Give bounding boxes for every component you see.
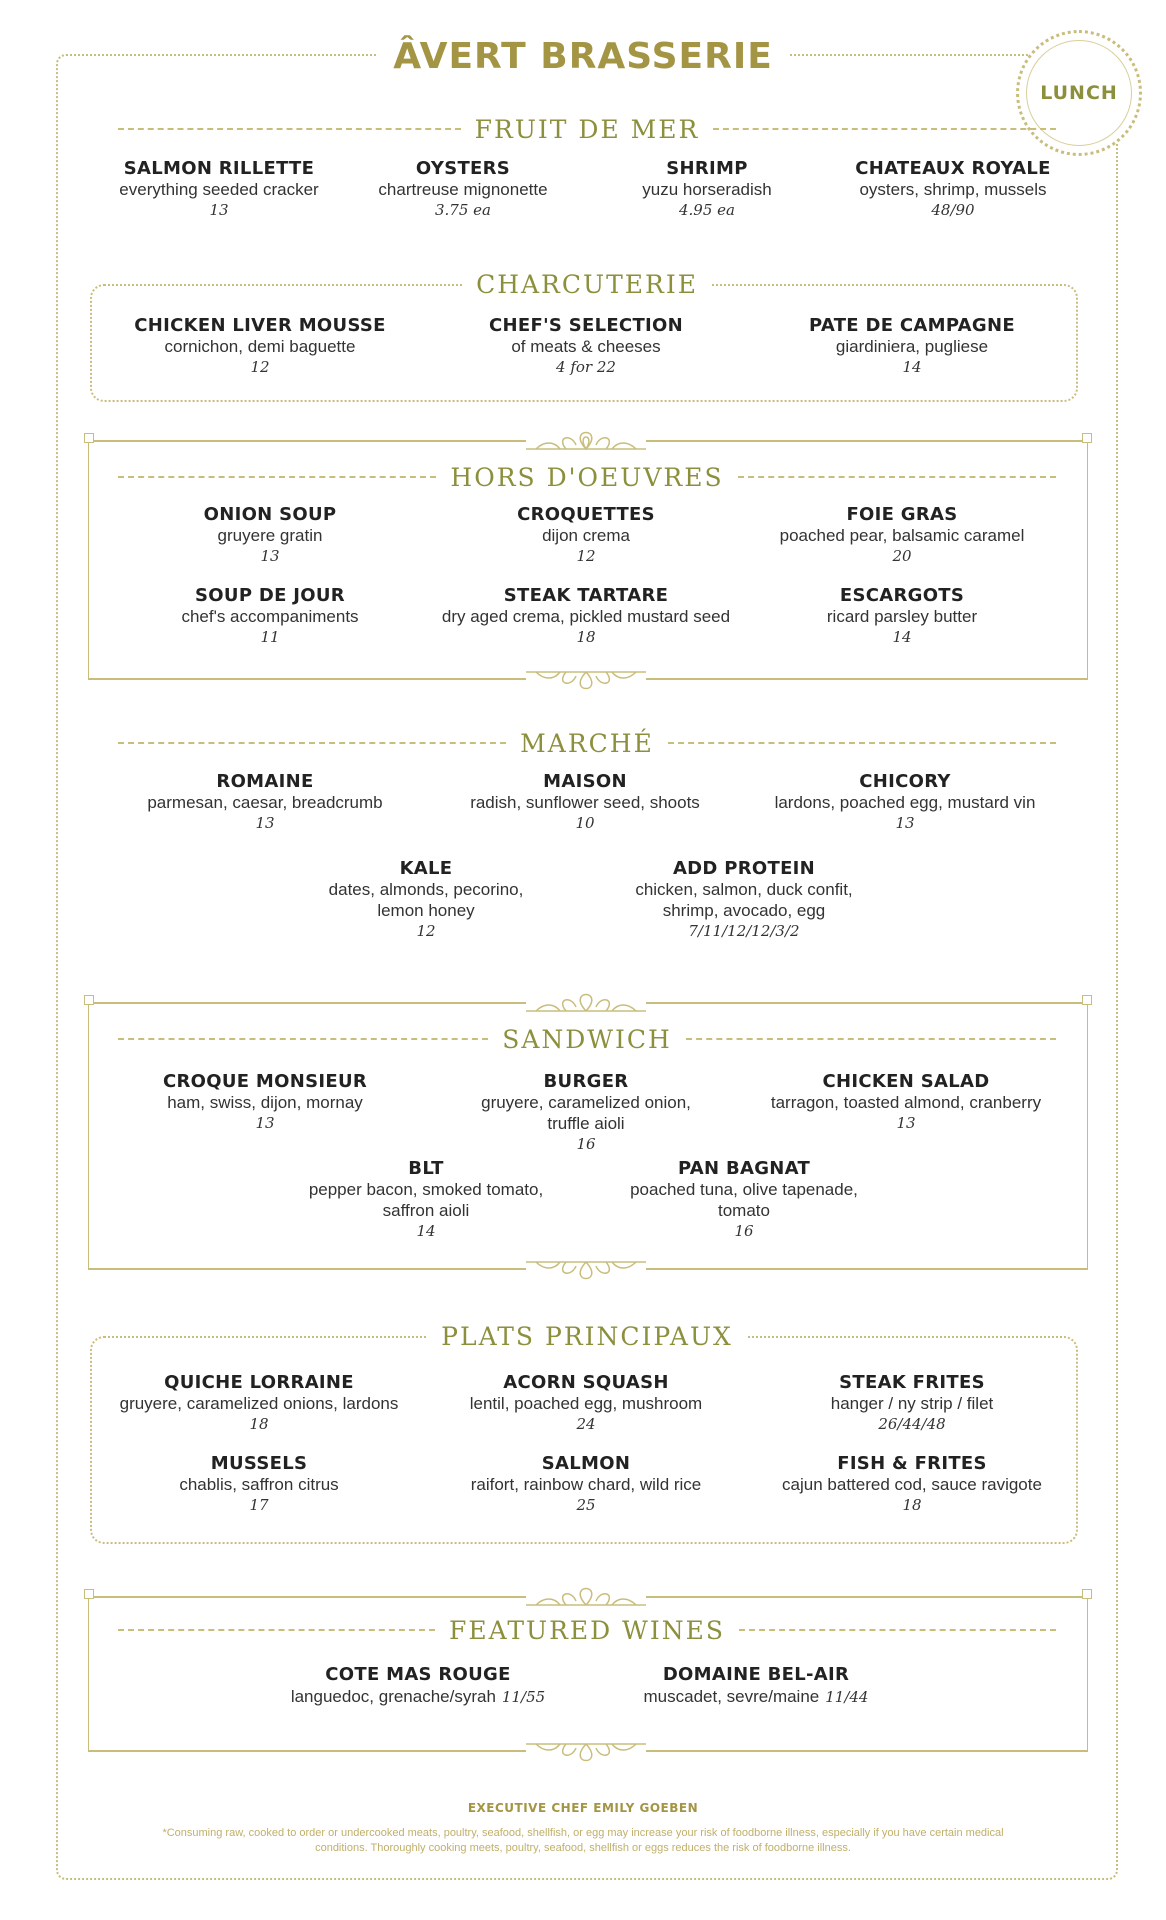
wine-domaine-bel-air (586, 1664, 926, 1707)
item-name: FOIE GRAS (846, 504, 958, 525)
item-price: 24 (576, 1415, 596, 1433)
menu-item-fish-frites (742, 1453, 1082, 1516)
ornament-icon (526, 1579, 646, 1607)
item-name: MUSSELS (210, 1453, 308, 1474)
menu-item-pate-de-campagne (762, 315, 1062, 378)
menu-item-croque-monsieur (115, 1071, 415, 1134)
item-desc: gruyere, caramelized onions, lardons (119, 1394, 399, 1413)
section-title-hors-doeuvres: HORS D'OEUVRES (450, 462, 724, 492)
item-desc: pepper bacon, smoked tomato, (308, 1180, 544, 1199)
item-desc: radish, sunflower seed, shoots (470, 793, 700, 812)
ornament-icon (526, 670, 646, 698)
section-title-marche: MARCHÉ (520, 728, 654, 758)
ornament-icon (526, 1742, 646, 1770)
wine-price: 11/44 (825, 1688, 869, 1706)
item-name: PATE DE CAMPAGNE (809, 315, 1015, 336)
item-name: STEAK TARTARE (503, 585, 669, 606)
item-desc: raifort, rainbow chard, wild rice (470, 1475, 702, 1494)
item-desc: lardons, poached egg, mustard vin (774, 793, 1036, 812)
item-desc: chablis, saffron citrus (179, 1475, 339, 1494)
menu-item-chicken-liver-mousse (110, 315, 410, 378)
item-desc: parmesan, caesar, breadcrumb (147, 793, 383, 812)
item-price: 14 (416, 1222, 436, 1240)
menu-item-pan-bagnat (594, 1158, 894, 1242)
item-desc: chicken, salmon, duck confit, (635, 880, 853, 899)
menu-item-quiche-lorraine (89, 1372, 429, 1435)
item-price: 18 (249, 1415, 269, 1433)
menu-item-chefs-selection (436, 315, 736, 378)
menu-item-blt (276, 1158, 576, 1242)
item-desc: cajun battered cod, sauce ravigote (782, 1475, 1042, 1494)
item-name: SALMON RILLETTE (123, 158, 315, 179)
menu-item-maison (435, 771, 735, 834)
item-desc: tarragon, toasted almond, cranberry (770, 1093, 1042, 1112)
menu-item-chicken-salad (741, 1071, 1071, 1134)
item-name: STEAK FRITES (839, 1372, 985, 1393)
item-name: ESCARGOTS (839, 585, 965, 606)
item-name: KALE (399, 858, 453, 879)
item-name: PAN BAGNAT (677, 1158, 811, 1179)
item-desc: hanger / ny strip / filet (830, 1394, 994, 1413)
menu-item-escargots (752, 585, 1052, 648)
item-desc: everything seeded cracker (119, 180, 319, 199)
executive-chef: EXECUTIVE CHEF EMILY GOEBEN (467, 1801, 699, 1815)
lunch-badge: LUNCH (1016, 30, 1142, 156)
item-desc-line2: shrimp, avocado, egg (662, 901, 826, 920)
section-title-sandwich: SANDWICH (502, 1024, 672, 1054)
item-desc: poached pear, balsamic caramel (779, 526, 1025, 545)
item-name: ROMAINE (216, 771, 314, 792)
item-name: ADD PROTEIN (672, 858, 816, 879)
section-title-plats: PLATS PRINCIPAUX (427, 1322, 747, 1351)
item-desc: ricard parsley butter (826, 607, 978, 626)
item-price: 7/11/12/12/3/2 (688, 922, 800, 940)
section-header-marche (118, 728, 1056, 758)
item-desc: dijon crema (542, 526, 630, 545)
wine-desc: muscadet, sevre/maine (643, 1687, 820, 1706)
item-name: CHATEAUX ROYALE (855, 158, 1051, 179)
item-price: 13 (255, 814, 275, 832)
ornament-icon (526, 1260, 646, 1288)
item-price: 11 (260, 628, 280, 646)
ornament-icon (526, 985, 646, 1013)
menu-item-chicory (740, 771, 1070, 834)
wine-name: COTE MAS ROUGE (325, 1664, 511, 1685)
menu-item-kale (276, 858, 576, 942)
item-price: 25 (576, 1496, 596, 1514)
item-name: SOUP DE JOUR (195, 585, 345, 606)
menu-item-steak-tartare (416, 585, 756, 648)
item-price: 14 (892, 628, 912, 646)
item-desc: dry aged crema, pickled mustard seed (441, 607, 731, 626)
item-name: ACORN SQUASH (503, 1372, 669, 1393)
item-name: OYSTERS (415, 158, 511, 179)
wine-desc: languedoc, grenache/syrah (290, 1687, 496, 1706)
item-desc-line2: tomato (718, 1201, 770, 1220)
section-title-charcuterie: CHARCUTERIE (462, 270, 712, 299)
item-name: CROQUETTES (517, 504, 655, 525)
section-header-wines (118, 1615, 1056, 1645)
item-name: CROQUE MONSIEUR (162, 1071, 368, 1092)
item-name: BURGER (543, 1071, 629, 1092)
item-name: CHICKEN LIVER MOUSSE (134, 315, 386, 336)
item-desc: chef's accompaniments (181, 607, 359, 626)
section-title-wines: FEATURED WINES (449, 1615, 725, 1645)
item-desc: oysters, shrimp, mussels (859, 180, 1047, 199)
menu-item-romaine (115, 771, 415, 834)
item-price: 3.75 ea (435, 201, 491, 219)
item-price: 4.95 ea (679, 201, 735, 219)
item-desc-line2: lemon honey (377, 901, 475, 920)
item-desc: chartreuse mignonette (378, 180, 548, 199)
section-header-sandwich (118, 1024, 1056, 1054)
menu-item-onion-soup (120, 504, 420, 567)
item-price: 4 for 22 (556, 358, 616, 376)
menu-item-steak-frites (762, 1372, 1062, 1435)
item-desc-line2: truffle aioli (547, 1114, 625, 1133)
item-name: SHRIMP (666, 158, 748, 179)
menu-item-foie-gras (732, 504, 1072, 567)
item-name: CHICKEN SALAD (822, 1071, 990, 1092)
wine-name: DOMAINE BEL-AIR (662, 1664, 850, 1685)
item-desc: lentil, poached egg, mushroom (469, 1394, 703, 1413)
item-name: BLT (408, 1158, 444, 1179)
item-desc: of meats & cheeses (511, 337, 661, 356)
menu-item-salmon (436, 1453, 736, 1516)
item-price: 18 (576, 628, 596, 646)
section-header-fruit-de-mer (118, 114, 1056, 144)
item-desc: ham, swiss, dijon, mornay (167, 1093, 363, 1112)
item-price: 13 (255, 1114, 275, 1132)
food-safety-disclaimer: *Consuming raw, cooked to order or undercooked meats, poultry, seafood, shellfish, or egg may increase your risk of foodborne illness, especially if you have certain medical conditions. Thoroughly cooking meets, poultry, seafood, shellfish or eggs reduces the risk of foodborne illness. (162, 1827, 1004, 1854)
item-desc: cornichon, demi baguette (164, 337, 356, 356)
menu-item-chateaux-royale (803, 158, 1103, 221)
menu-item-croquettes (436, 504, 736, 567)
item-price: 13 (260, 547, 280, 565)
item-desc: gruyere gratin (217, 526, 323, 545)
item-desc: poached tuna, olive tapenade, (630, 1180, 858, 1199)
ornament-icon (526, 423, 646, 451)
item-desc: giardiniera, pugliese (835, 337, 989, 356)
item-price: 20 (892, 547, 912, 565)
item-price: 13 (209, 201, 229, 219)
menu-item-soup-de-jour (120, 585, 420, 648)
item-price: 12 (576, 547, 596, 565)
section-title-fruit-de-mer: FRUIT DE MER (474, 114, 700, 144)
item-price: 26/44/48 (878, 1415, 946, 1433)
item-name: CHICORY (859, 771, 951, 792)
item-price: 10 (575, 814, 595, 832)
item-name: MAISON (543, 771, 627, 792)
restaurant-name: ÂVERT BRASSERIE (0, 36, 1166, 77)
menu-item-add-protein (594, 858, 894, 942)
item-price: 12 (416, 922, 436, 940)
wine-cote-mas-rouge (248, 1664, 588, 1707)
item-price: 17 (249, 1496, 269, 1514)
item-desc: dates, almonds, pecorino, (328, 880, 524, 899)
section-header-charcuterie (118, 269, 1056, 299)
item-price: 16 (734, 1222, 754, 1240)
item-price: 12 (250, 358, 270, 376)
item-name: SALMON (541, 1453, 631, 1474)
menu-item-burger (436, 1071, 736, 1155)
menu-item-acorn-squash (436, 1372, 736, 1435)
item-price: 13 (895, 814, 915, 832)
item-price: 14 (902, 358, 922, 376)
section-header-plats (118, 1321, 1056, 1351)
item-price: 48/90 (931, 201, 975, 219)
item-desc-line2: saffron aioli (382, 1201, 470, 1220)
section-header-hors-doeuvres (118, 462, 1056, 492)
item-price: 13 (896, 1114, 916, 1132)
item-desc: yuzu horseradish (642, 180, 772, 199)
item-desc: gruyere, caramelized onion, (481, 1093, 691, 1112)
item-name: CHEF'S SELECTION (489, 315, 683, 336)
item-price: 18 (902, 1496, 922, 1514)
item-price: 16 (576, 1135, 596, 1153)
item-name: QUICHE LORRAINE (164, 1372, 354, 1393)
menu-item-mussels (109, 1453, 409, 1516)
wine-price: 11/55 (501, 1688, 546, 1706)
item-name: FISH & FRITES (837, 1453, 987, 1474)
item-name: ONION SOUP (203, 504, 337, 525)
